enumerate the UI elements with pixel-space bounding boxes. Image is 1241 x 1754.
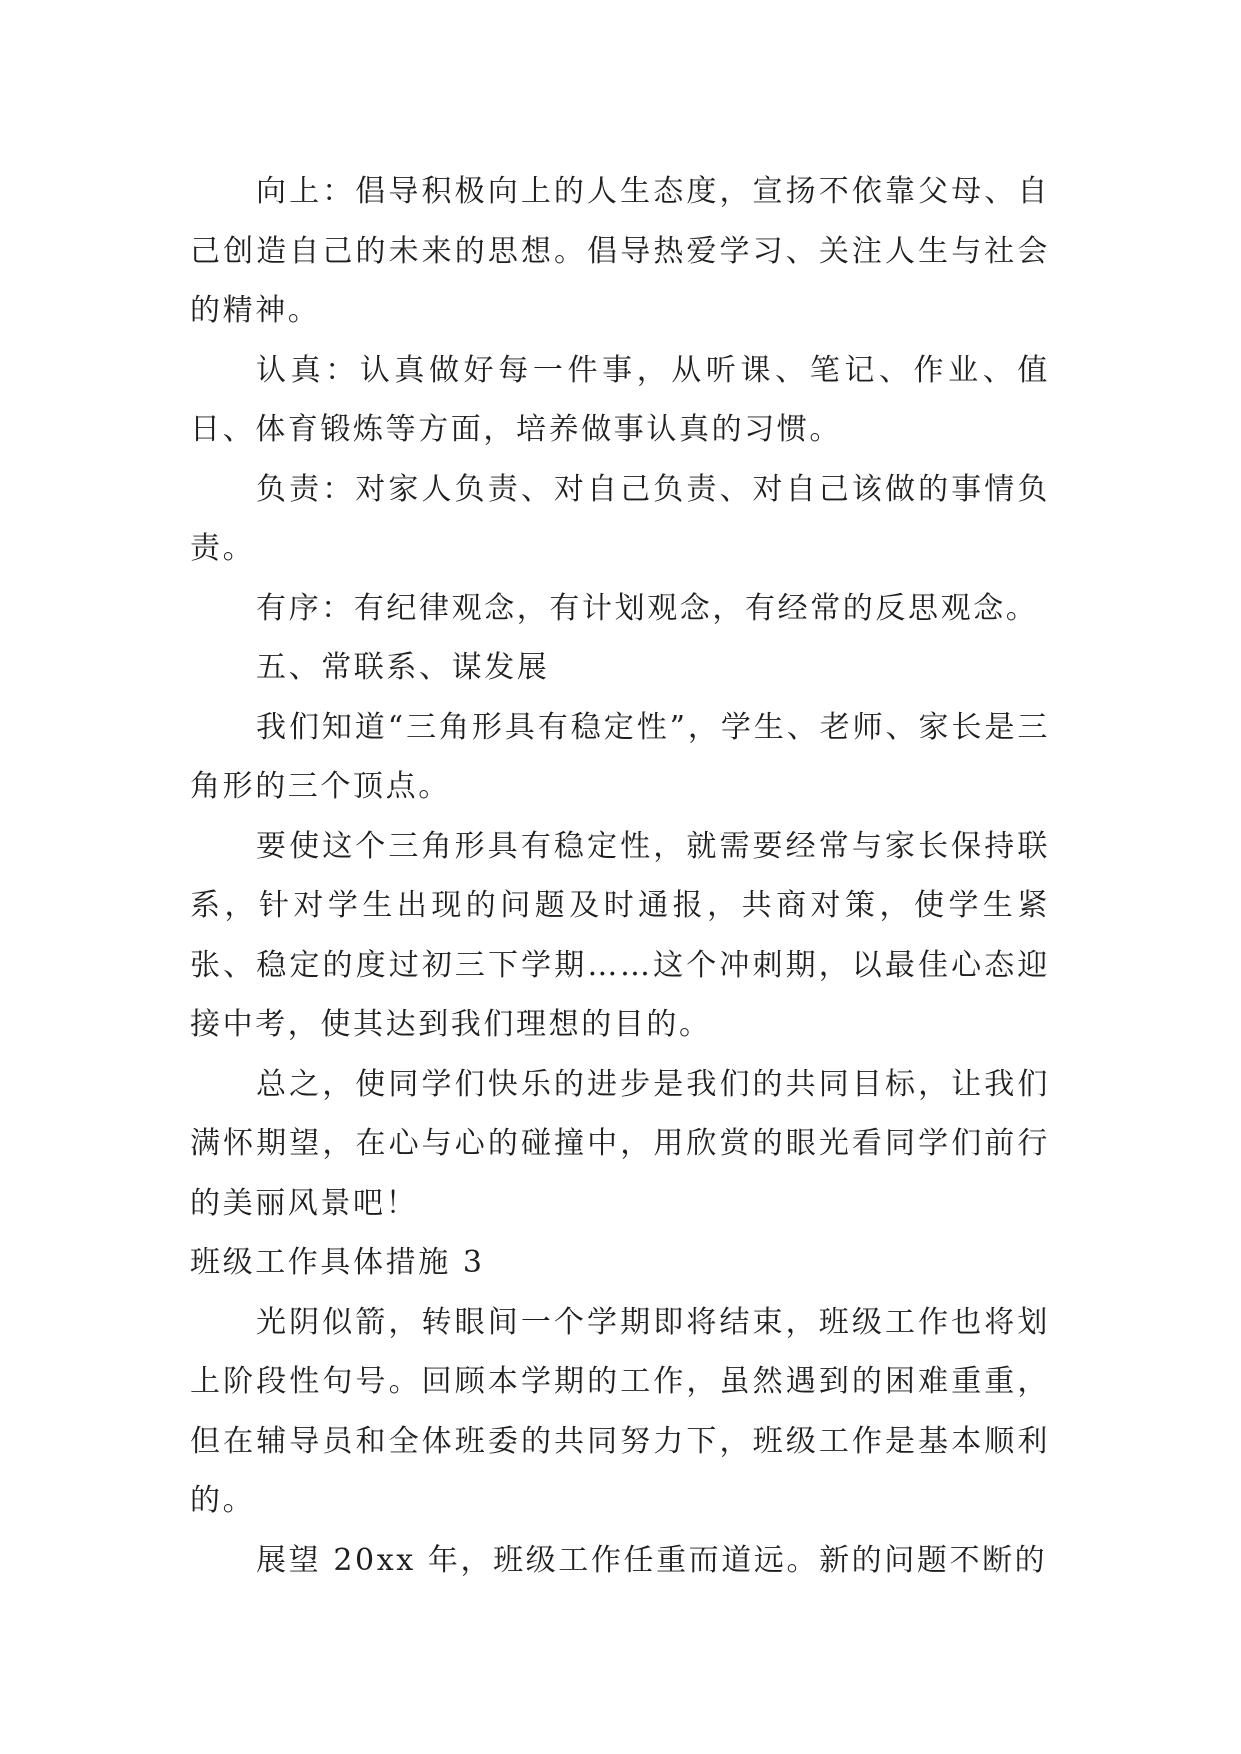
paragraph-conclusion: 总之，使同学们快乐的进步是我们的共同目标，让我们满怀期望，在心与心的碰撞中，用欣赏的眼光看同学们前行的美丽风景吧！ — [190, 1066, 1050, 1221]
paragraph-outlook: 展望 20xx 年，班级工作任重而道远。新的问题不断的 — [256, 1542, 1048, 1578]
section-heading-five: 五、常联系、谋发展 — [256, 650, 550, 685]
paragraph-semester-review: 光阴似箭，转眼间一个学期即将结束，班级工作也将划上阶段性句号。回顾本学期的工作，虽然遇到的困难重重，但在辅导员和全体班委的共同努力下，班级工作是基本顺利的。 — [190, 1304, 1050, 1518]
paragraph-contact-parents: 要使这个三角形具有稳定性，就需要经常与家长保持联系，针对学生出现的问题及时通报，共商对策，使学生紧张、稳定的度过初三下学期……这个冲刺期，以最佳心态迎接中考，使其达到我们理想的目的。 — [190, 828, 1050, 1042]
paragraph-xiangshang: 向上：倡导积极向上的人生态度，宣扬不依靠父母、自己创造自己的未来的思想。倡导热爱学习、关注人生与社会的精神。 — [190, 174, 1050, 328]
paragraph-youxu: 有序：有纪律观念，有计划观念，有经常的反思观念。 — [256, 590, 1039, 626]
paragraph-fuze: 负责：对家人负责、对自己负责、对自己该做的事情负责。 — [190, 471, 1050, 566]
paragraph-renzhen: 认真：认真做好每一件事，从听课、笔记、作业、值日、体育锻炼等方面，培养做事认真的习惯。 — [190, 352, 1050, 447]
document-body — [190, 162, 1050, 1590]
article-title: 班级工作具体措施 3 — [190, 1245, 485, 1280]
paragraph-triangle: 我们知道“三角形具有稳定性”，学生、老师、家长是三角形的三个顶点。 — [190, 709, 1050, 804]
